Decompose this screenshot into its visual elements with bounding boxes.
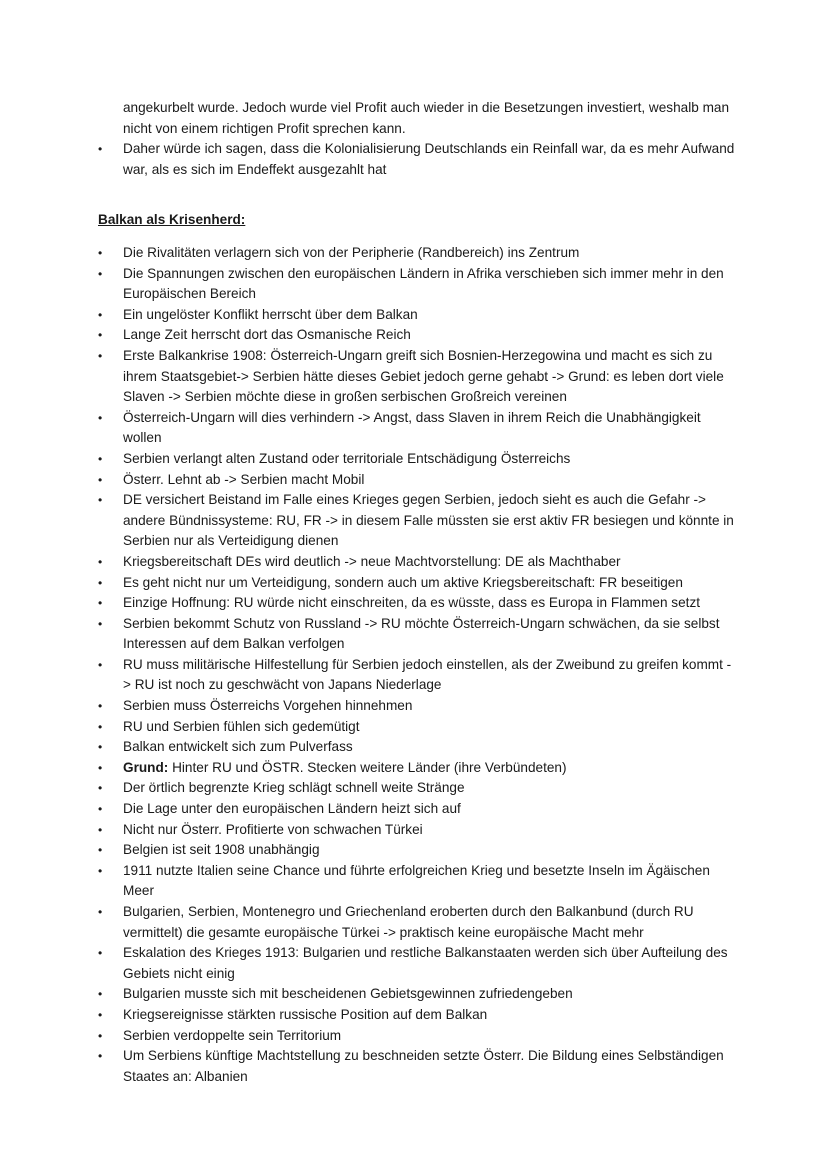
list-item-text: Der örtlich begrenzte Krieg schlägt schnell weite Stränge [123,780,465,796]
bullet-icon: • [98,616,103,631]
list-item-text: Belgien ist seit 1908 unabhängig [123,842,320,858]
bullet-icon: • [98,1028,103,1043]
list-item-text: Die Rivalitäten verlagern sich von der Peripherie (Randbereich) ins Zentrum [123,245,580,260]
list-item-text: Bulgarien, Serbien, Montenegro und Griechenland eroberten durch den Balkanbund (durch RU vermittelt) die gesamte europäische Türkei -> praktisch keine europäische Macht mehr [123,904,694,940]
list-item [98,1026,738,1047]
list-item-text: Nicht nur Österr. Profitierte von schwachen Türkei [123,821,423,837]
list-item [98,717,738,738]
bullet-icon: • [98,328,103,343]
bullet-icon: • [98,699,103,714]
intro-list [98,98,738,180]
list-item-text: Kriegsbereitschaft DEs wird deutlich -> neue Machtvorstellung: DE als Machthaber [123,553,621,569]
list-item-text: Balkan entwickelt sich zum Pulverfass [123,739,353,755]
list-item [98,305,738,326]
list-item [98,840,738,861]
list-item-text: angekurbelt wurde. Jedoch wurde viel Profit auch wieder in die Besetzungen investiert, weshalb man nicht von einem richtigen Profit sprechen kann. [123,100,730,136]
list-item [98,799,738,820]
list-item-text: Erste Balkankrise 1908: Österreich-Ungarn greift sich Bosnien-Herzegowina und macht es sich zu ihrem Staatsgebiet-> Serbien hätte dieses Gebiet jedoch gerne gehabt -> Grund: es leben dort viele Slaven -> Serbien möchte diese in großen serbischen Großreich vereinen [123,347,724,405]
list-item [98,820,738,841]
list-item-text: Serbien verdoppelte sein Territorium [123,1027,342,1043]
bullet-icon: • [98,1007,103,1022]
list-item-text: Die Spannungen zwischen den europäischen Ländern in Afrika verschieben sich immer mehr in den Europäischen Bereich [123,265,724,302]
bullet-icon: • [98,760,103,775]
bullet-icon: • [98,307,103,322]
list-item [98,243,738,264]
list-item [98,573,738,594]
list-item [98,470,738,491]
list-item [98,346,738,408]
list-item [98,1005,738,1026]
list-item [98,696,738,717]
bullet-icon: • [98,451,103,466]
list-item-text: 1911 nutzte Italien seine Chance und führte erfolgreichen Krieg und besetzte Inseln im Ägäischen Meer [123,862,710,899]
bullet-icon: • [98,657,103,672]
list-item [98,325,738,346]
bullet-icon: • [98,802,103,817]
list-item-text: Kriegsereignisse stärkten russische Position auf dem Balkan [123,1006,488,1022]
bullet-icon: • [98,843,103,858]
list-item-text: Es geht nicht nur um Verteidigung, sondern auch um aktive Kriegsbereitschaft: FR beseitigen [123,574,683,590]
section-heading: Balkan als Krisenherd: [98,212,246,227]
list-item [98,655,738,696]
bullet-icon: • [98,554,103,569]
bullet-icon: • [98,596,103,611]
list-item-text: Hinter RU und ÖSTR. Stecken weitere Länder (ihre Verbündeten) [168,759,567,775]
bullet-icon: • [98,472,103,487]
list-item [98,552,738,573]
bullet-icon: • [98,781,103,796]
list-item-text: Bulgarien musste sich mit bescheidenen Gebietsgewinnen zufriedengeben [123,986,573,1002]
list-item [98,861,738,902]
list-item-text: Österr. Lehnt ab -> Serbien macht Mobil [123,471,365,487]
bullet-icon: • [98,863,103,878]
list-item [98,902,738,943]
list-item [98,614,738,655]
list-item [98,139,738,180]
bullet-icon: • [98,987,103,1002]
list-item [98,758,738,779]
list-item [98,943,738,984]
list-item-text: DE versichert Beistand im Falle eines Krieges gegen Serbien, jedoch sieht es auch die Gefahr -> andere Bündnissysteme: RU, FR -> in diesem Falle müssten sie erst aktiv FR besiegen und könnte in Serbien nur als Verteidigung dienen [123,492,734,549]
list-item [98,98,738,139]
list-item-text: Um Serbiens künftige Machtstellung zu beschneiden setzte Österr. Die Bildung eines Selbständigen Staates an: Albanien [123,1048,724,1084]
list-item-text: Einzige Hoffnung: RU würde nicht einschreiten, da es wüsste, dass es Europa in Flammen setzt [123,595,701,611]
list-item [98,737,738,758]
list-item-text: Österreich-Ungarn will dies verhindern -> Angst, dass Slaven in ihrem Reich die Unabhängigkeit wollen [123,409,701,446]
balkan-list [98,243,738,1087]
list-item-text: Die Lage unter den europäischen Ländern heizt sich auf [123,801,461,817]
bullet-icon: • [98,493,103,508]
bullet-icon: • [98,246,103,260]
list-item-text: RU und Serbien fühlen sich gedemütigt [123,718,360,734]
list-item [98,490,738,552]
list-item-emphasis: Grund: [123,759,169,775]
bullet-icon: • [98,266,103,281]
bullet-icon: • [98,410,103,425]
list-item [98,449,738,470]
list-item-text: Lange Zeit herrscht dort das Osmanische Reich [123,327,411,343]
list-item-text: Serbien verlangt alten Zustand oder territoriale Entschädigung Österreichs [123,450,571,466]
list-item [98,264,738,305]
list-item [98,408,738,449]
bullet-icon: • [98,719,103,734]
list-item-text: Serbien bekommt Schutz von Russland -> RU möchte Österreich-Ungarn schwächen, da sie selbst Interessen auf dem Balkan verfolgen [123,615,720,652]
list-item-text: Eskalation des Krieges 1913: Bulgarien und restliche Balkanstaaten werden sich über Aufteilung des Gebiets nicht einig [123,945,728,981]
list-item [98,778,738,799]
bullet-icon: • [98,740,103,755]
bullet-icon: • [98,946,103,961]
bullet-icon: • [98,822,103,837]
list-item-text: Serbien muss Österreichs Vorgehen hinnehmen [123,698,413,714]
list-item [98,984,738,1005]
bullet-icon: • [98,348,103,363]
bullet-icon: • [98,142,103,157]
list-item-text: RU muss militärische Hilfestellung für Serbien jedoch einstellen, als der Zweibund zu greifen kommt -> RU ist noch zu geschwächt von Japans Niederlage [123,656,732,693]
bullet-icon: • [98,1049,103,1064]
list-item [98,1046,738,1087]
bullet-icon: • [98,575,103,590]
list-item [98,593,738,614]
list-item-text: Daher würde ich sagen, dass die Kolonialisierung Deutschlands ein Reinfall war, da es mehr Aufwand war, als es sich im Endeffekt ausgezahlt hat [123,141,735,177]
bullet-icon: • [98,905,103,919]
list-item-text: Ein ungelöster Konflikt herrscht über dem Balkan [123,306,418,322]
